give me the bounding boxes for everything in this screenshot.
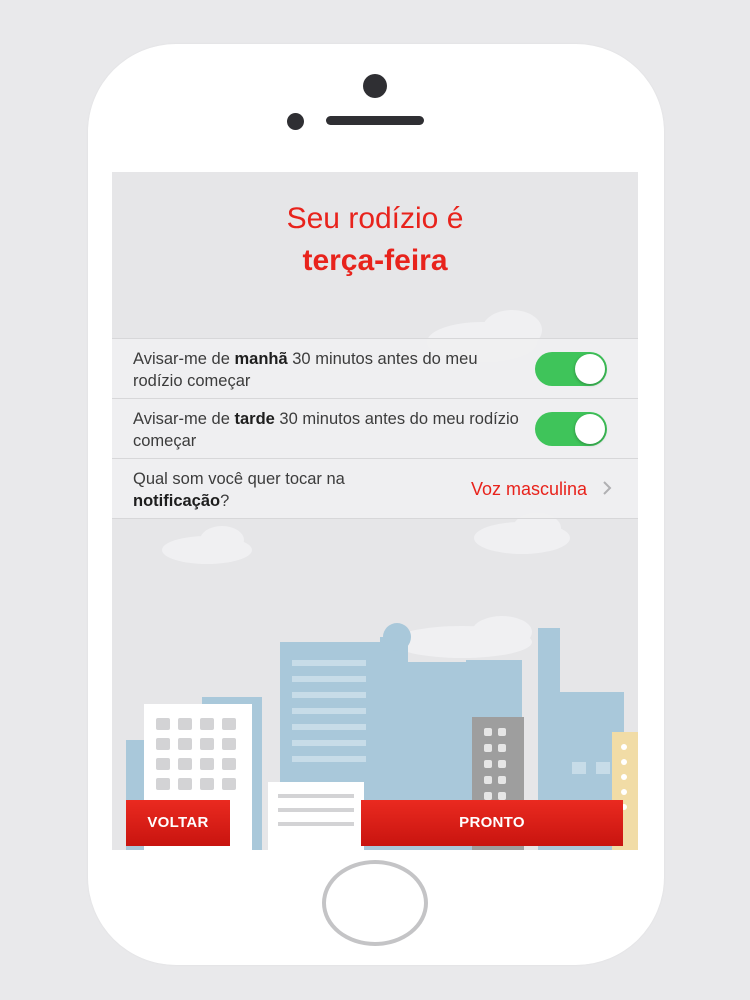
afternoon-reminder-toggle[interactable] [535, 412, 607, 446]
earpiece-speaker [326, 116, 424, 125]
label-bold-text: tarde [234, 410, 275, 428]
title-weekday: terça-feira [302, 244, 448, 277]
label-text: 30 minutos antes do meu rodízio começar [133, 350, 478, 390]
morning-reminder-toggle[interactable] [535, 352, 607, 386]
label-bold-text: manhã [234, 350, 288, 368]
notification-sound-label [133, 468, 433, 512]
label-text: Qual som você quer tocar na [133, 470, 345, 488]
front-camera [363, 74, 387, 98]
morning-reminder-label [133, 348, 523, 392]
chevron-right-icon [602, 479, 612, 497]
app-screen [112, 172, 638, 850]
title-line-1: Seu rodízio é [286, 202, 464, 235]
afternoon-reminder-row [112, 399, 638, 459]
label-text: Avisar-me de [133, 410, 235, 428]
label-text: 30 minutos antes do meu rodízio começar [133, 410, 519, 450]
toggle-knob [575, 354, 605, 384]
notification-sound-row[interactable] [112, 459, 638, 519]
proximity-sensor [287, 113, 304, 130]
home-button[interactable] [322, 860, 428, 946]
bottom-actions [112, 800, 638, 846]
afternoon-reminder-label [133, 408, 523, 452]
morning-reminder-row [112, 339, 638, 399]
settings-list [112, 338, 638, 519]
notification-sound-value[interactable]: Voz masculina [470, 479, 587, 499]
label-text: Avisar-me de [133, 350, 235, 368]
toggle-knob [575, 414, 605, 444]
page-title [112, 198, 638, 282]
label-text: ? [220, 492, 230, 510]
back-button[interactable]: VOLTAR [126, 800, 230, 846]
done-button[interactable]: PRONTO [361, 800, 623, 846]
label-bold-text: notificação [133, 492, 221, 510]
